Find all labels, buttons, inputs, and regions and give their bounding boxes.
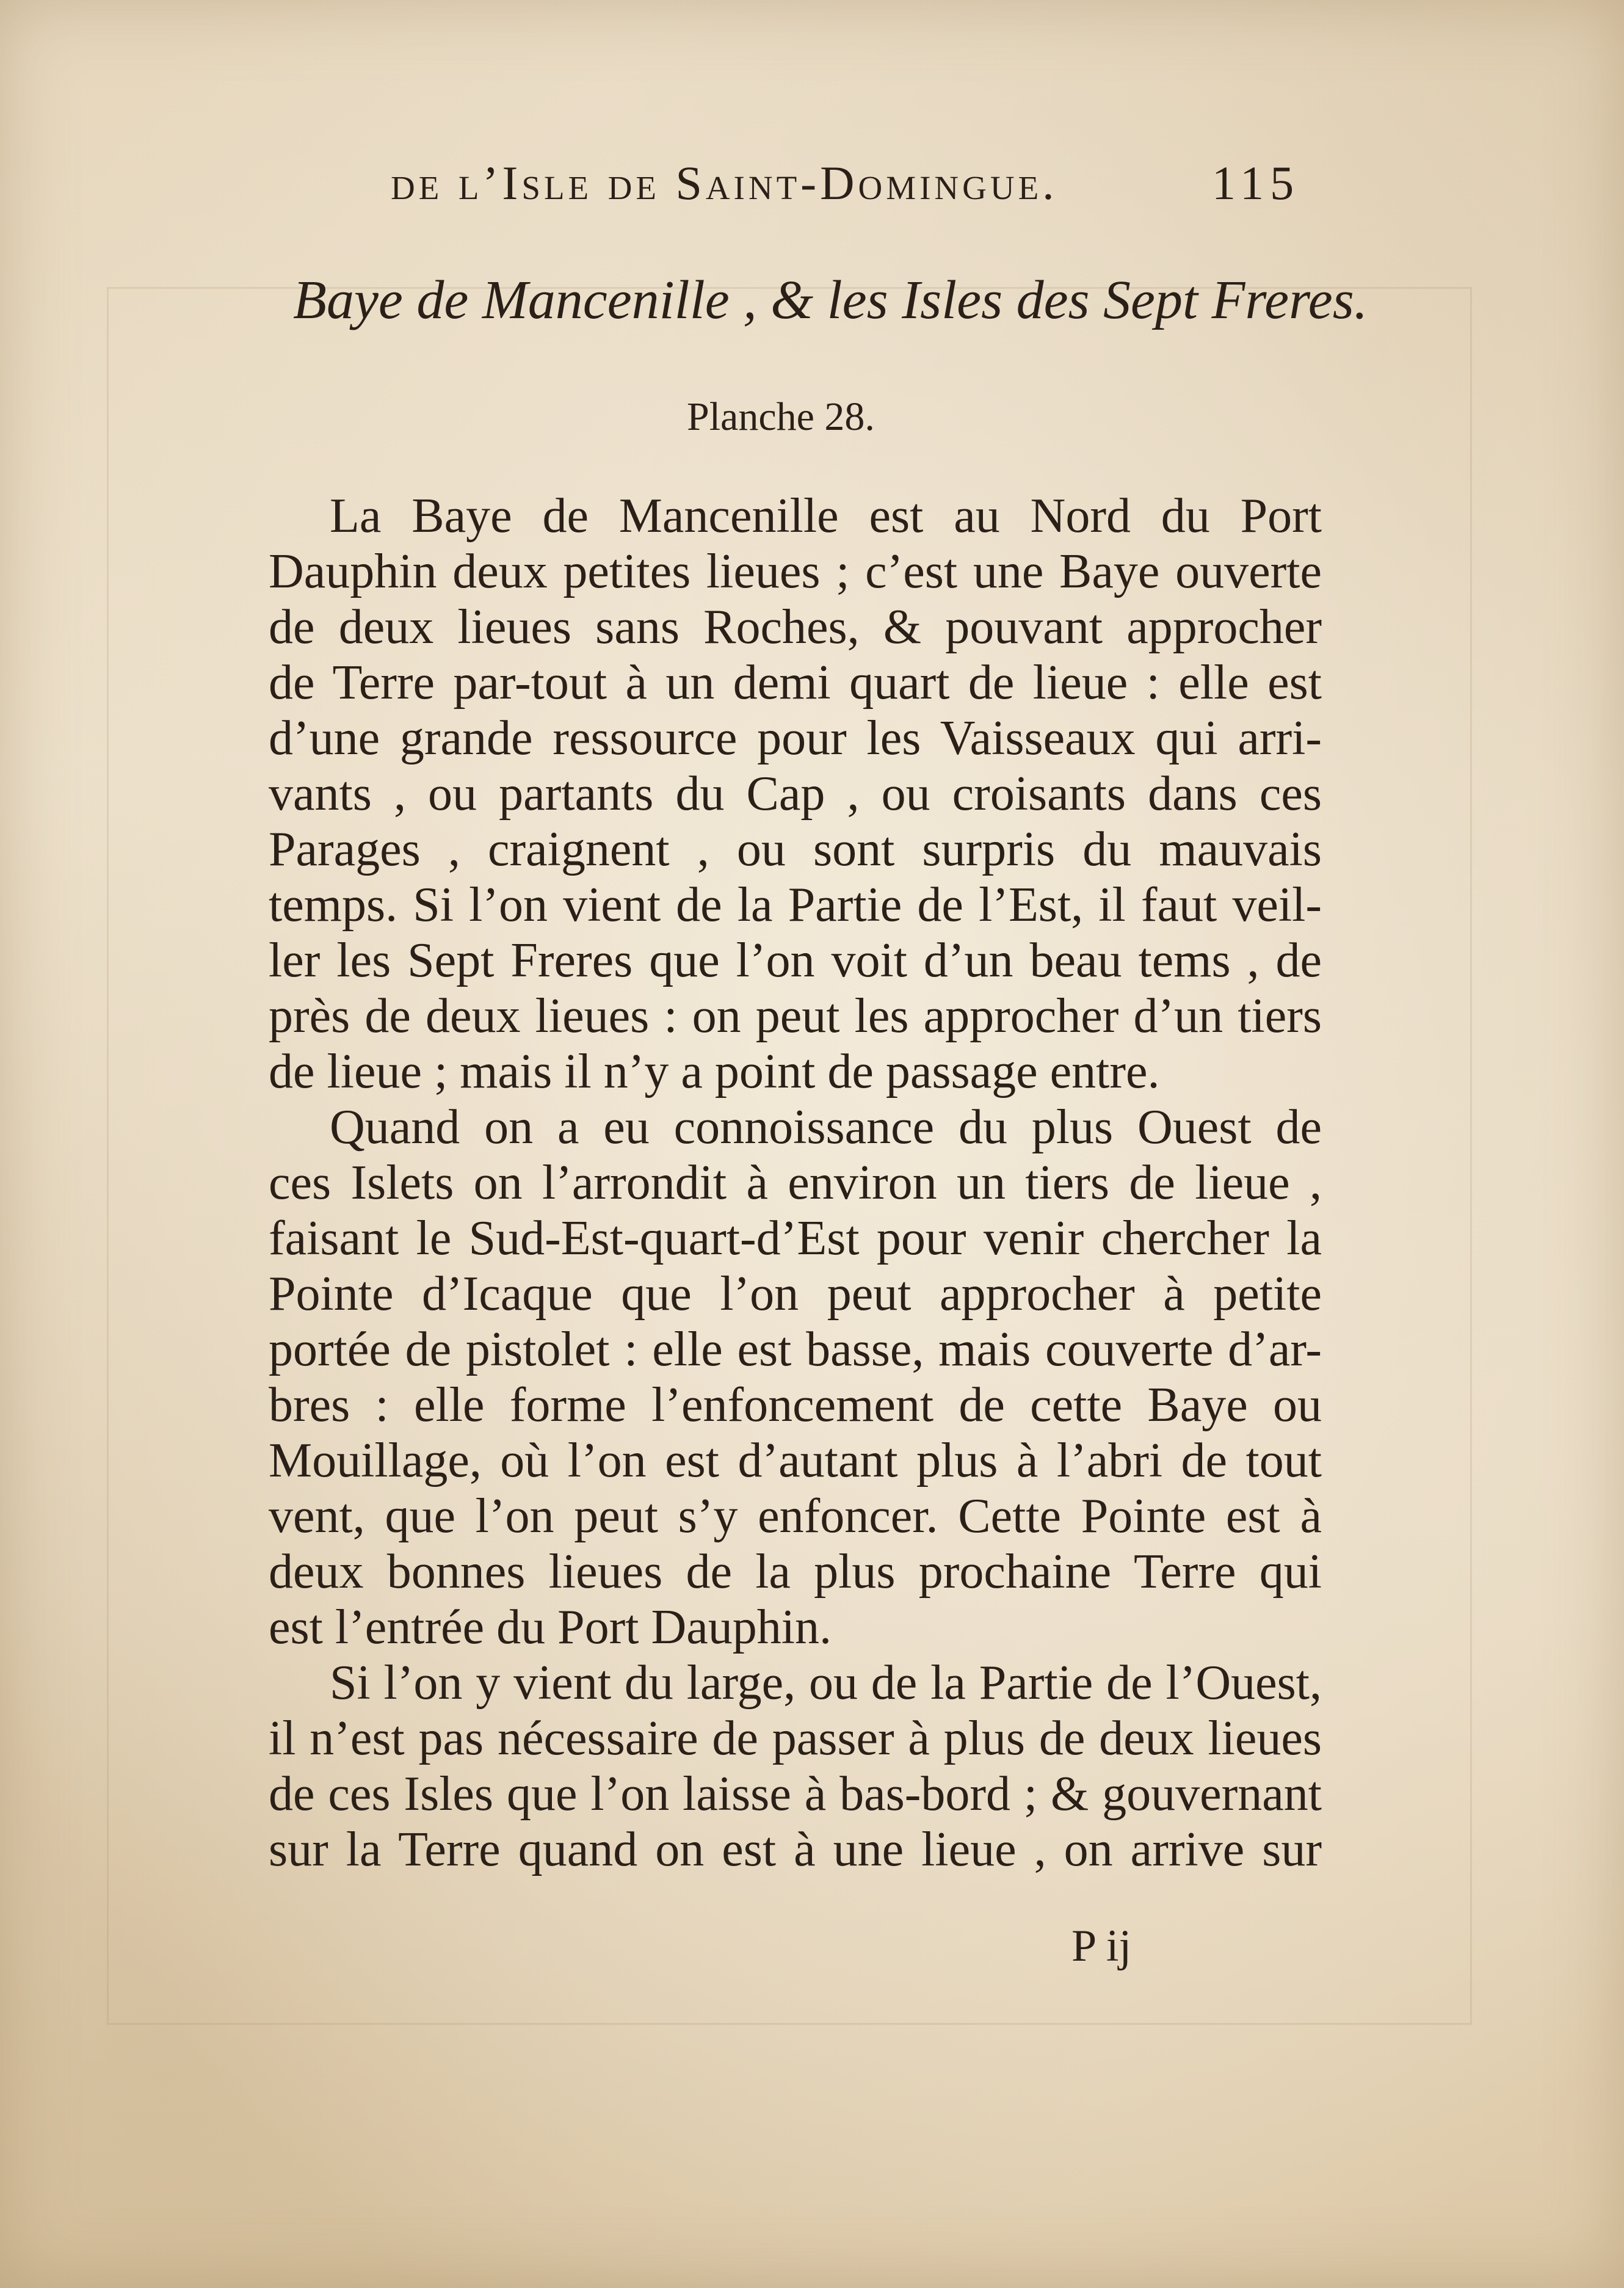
text-line: de deux lieues sans Roches, & pouvant approcher [269, 600, 1322, 654]
text-line: Si l’on y vient du large, ou de la Partie de l’Ouest, [330, 1656, 1322, 1710]
text-line: vent, que l’on peut s’y enfoncer. Cette Pointe est à [269, 1489, 1322, 1543]
text-line: d’une grande ressource pour les Vaisseaux qui arri- [269, 711, 1322, 765]
text-line: sur la Terre quand on est à une lieue , on arrive sur [269, 1823, 1322, 1876]
text-line: Dauphin deux petites lieues ; c’est une Baye ouverte [269, 545, 1322, 598]
page-number: 115 [1212, 156, 1300, 209]
text-line: de lieue ; mais il n’y a point de passage entre. [269, 1045, 1160, 1099]
text-line: La Baye de Mancenille est au Nord du Port [330, 489, 1322, 543]
signature-mark: P ij [1071, 1921, 1132, 1971]
text-line: de ces Isles que l’on laisse à bas-bord ; & gouvernant [269, 1767, 1322, 1821]
text-line: ler les Sept Freres que l’on voit d’un beau tems , de [269, 934, 1322, 987]
text-line: portée de pistolet : elle est basse, mais couverte d’ar- [269, 1323, 1322, 1376]
text-line: bres : elle forme l’enfoncement de cette Baye ou [269, 1378, 1322, 1432]
body-text [269, 488, 1322, 1878]
section-title: Baye de Mancenille , & les Isles des Sept Freres. [293, 270, 1368, 330]
plate-label: Planche 28. [687, 394, 875, 439]
text-line: est l’entrée du Port Dauphin. [269, 1600, 832, 1654]
text-line: temps. Si l’on vient de la Partie de l’Est, il faut veil- [269, 878, 1322, 932]
text-line: ces Islets on l’arrondit à environ un tiers de lieue , [269, 1156, 1322, 1210]
text-line: deux bonnes lieues de la plus prochaine Terre qui [269, 1545, 1322, 1599]
running-head [391, 156, 1355, 211]
text-line: vants , ou partants du Cap , ou croisants dans ces [269, 767, 1322, 821]
running-head-title: de l’Isle de Saint-Domingue. [391, 156, 1058, 209]
text-line: Parages , craignent , ou sont surpris du mauvais [269, 823, 1322, 876]
text-line: près de deux lieues : on peut les approcher d’un tiers [269, 989, 1322, 1043]
text-line: de Terre par-tout à un demi quart de lieue : elle est [269, 656, 1322, 710]
text-line: Mouillage, où l’on est d’autant plus à l’abri de tout [269, 1434, 1322, 1487]
text-line: Quand on a eu connoissance du plus Ouest de [330, 1100, 1322, 1154]
text-line: faisant le Sud-Est-quart-d’Est pour venir chercher la [269, 1211, 1322, 1265]
text-line: Pointe d’Icaque que l’on peut approcher à petite [269, 1267, 1322, 1321]
text-line: il n’est pas nécessaire de passer à plus de deux lieues [269, 1712, 1322, 1765]
